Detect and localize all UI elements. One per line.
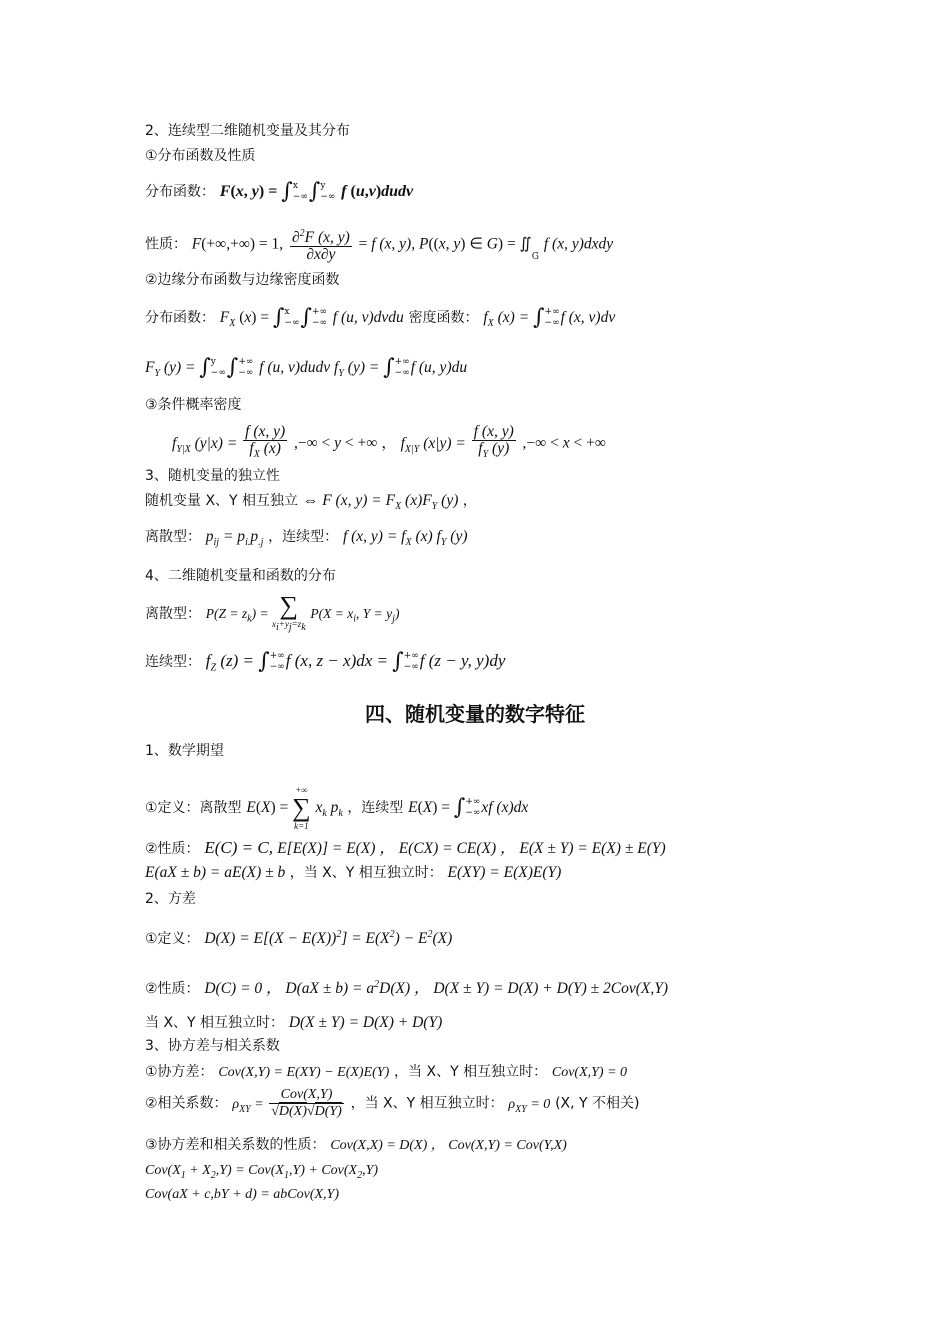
independence-text: 随机变量 X、Y 相互独立 xyxy=(145,493,299,509)
correlation-indep-label: ，当 X、Y 相互独立时： xyxy=(350,1095,504,1112)
sum-discrete-label: 离散型： xyxy=(145,605,201,622)
variance-prop-label: ②性质： xyxy=(145,981,200,998)
covariance-indep-label: ，当 X、Y 相互独立时： xyxy=(394,1064,548,1080)
covariance-label: ①协方差： xyxy=(145,1064,214,1080)
sum-continuous-label: 连续型： xyxy=(145,654,201,670)
continuous-label: ，连续型： xyxy=(268,529,339,545)
expectation-prop-label: ②性质： xyxy=(145,841,200,857)
formula-correlation: ②相关系数： $\rho_{XY}$ = $\frac{\text{Cov(X,Y)}}{√D(X)√D(Y)}$ ，当 X、Y 相互独立时： $\rho_{XY} = 0$ (X, Y 不相关) xyxy=(145,1087,640,1119)
formula-variance-indep: 当 X、Y 相互独立时： D(X ± Y) = D(X) + D(Y) xyxy=(145,1014,443,1031)
expectation-def-label: ①定义：离散型 xyxy=(145,800,242,816)
discrete-label: 离散型： xyxy=(145,529,201,545)
formula-cov-properties: ③协方差和相关系数的性质： Cov(X,X) = D(X) ， Cov(X,Y) = Cov(Y,X) xyxy=(145,1137,567,1153)
section-2-title: 2、连续型二维随机变量及其分布 xyxy=(145,123,350,139)
variance-title: 2、方差 xyxy=(145,891,196,907)
subsection-marginal: ②边缘分布函数与边缘密度函数 xyxy=(145,272,340,288)
correlation-label: ②相关系数： xyxy=(145,1095,228,1112)
formula-covariance: ①协方差： Cov(X,Y) = E(XY) − E(X)E(Y) ，当 X、Y 相互独立时： Cov(X,Y) = 0 xyxy=(145,1064,628,1080)
marginal-cdf-label: 分布函数： xyxy=(145,310,215,326)
variance-def-label: ①定义： xyxy=(145,931,200,948)
expectation-cont-label: ，连续型 xyxy=(347,800,404,816)
independence-definition: 随机变量 X、Y 相互独立 ⇔ F (x, $y) = F_X$ $(x)F_Y$ (y) ， xyxy=(145,492,477,513)
chapter-heading: 四、随机变量的数字特征 xyxy=(365,702,585,726)
variance-indep-label: 当 X、Y 相互独立时： xyxy=(145,1015,285,1031)
correlation-note: (X, Y 不相关) xyxy=(555,1095,640,1112)
formula-sum-discrete: 离散型： $P(Z = z_k)$ = ∑ $x_i+y_j=z_k$ $P(X = x_i$, $Y = y_j$) xyxy=(145,591,400,633)
section-4-title: 4、二维随机变量和函数的分布 xyxy=(145,568,336,584)
subsection-cdf-properties: ①分布函数及性质 xyxy=(145,148,256,164)
formula-cdf-properties: 性质： F(+∞,+∞) = 1, $\frac{\partial^2F (x, y)}{\partial x\partial y}$ = f (x, y), P((x, y) ∈ G) = ∬G f (x, y)dxdy xyxy=(145,228,614,264)
formula-sum-continuous: 连续型： $f_Z$ (z) = ∫+∞ −∞f (x, z − x)dx = ∫+∞ −∞f (z − y, y)dy xyxy=(145,649,506,674)
cov-prop-label: ③协方差和相关系数的性质： xyxy=(145,1137,326,1153)
formula-variance-properties: ②性质： D(C) = 0 ， $D(aX \pm b) = a^2D(X)$ ， D(X ± Y) = D(X) + D(Y) ± 2Cov(X,Y) xyxy=(145,979,669,998)
expectation-indep-label: ，当 X、Y 相互独立时： xyxy=(289,865,443,881)
section-3-title: 3、随机变量的独立性 xyxy=(145,468,280,484)
formula-expectation-definition: ①定义：离散型 E(X) = +∞ ∑ k=1 $x_k$ $p_k$ ，连续型 E(X) = ∫+∞ −∞xf (x)dx xyxy=(145,785,529,831)
properties-label: 性质： xyxy=(145,236,187,253)
formula-expectation-properties: ②性质： E(C) = C, E[E(X)] = E(X) ， E(CX) = CE(X) ， E(X ± Y) = E(X) ± E(Y) xyxy=(145,838,666,857)
formula-expectation-linear: E(aX ± b) = aE(X) ± b ，当 X、Y 相互独立时： E(XY) = E(X)E(Y) xyxy=(145,864,562,881)
formula-conditional-density: $f_{Y|X}$ (y|x) = $\frac{f (x, y)}{f_X (x)}$ ,−∞ < y < +∞ ， $f_{X|Y}$ (x|y) = $\frac{f (x, y)}{f_Y (y)}$ ,−∞ < x < +∞ xyxy=(172,423,606,461)
formula-cov-linear: Cov(aX + c,bY + d) = abCov(X,Y) xyxy=(145,1187,339,1202)
formula-marginal-y: $F_Y$ (y) = ∫y −∞∫+∞ −∞ f (u, v)dudv $f_Y$ (y) = ∫+∞ −∞f (u, y)du xyxy=(145,355,468,380)
formula-joint-cdf: 分布函数： F(x, y) = ∫x −∞∫y −∞ f (u,v)dudv xyxy=(145,179,414,204)
formula-variance-definition: ①定义： $D(X) = E[(X - E(X))^2] = E(X^2) - E^2(X)$ xyxy=(145,929,453,948)
covariance-title: 3、协方差与相关系数 xyxy=(145,1038,280,1054)
cdf-label: 分布函数： xyxy=(145,184,215,200)
independence-types: 离散型： $p_{ij} = p_{i.}p_{.j}$ ，连续型： f (x, $y) = f_X$ (x) $f_Y$ (y) xyxy=(145,528,468,549)
expectation-title: 1、数学期望 xyxy=(145,743,224,759)
subsection-conditional: ③条件概率密度 xyxy=(145,397,242,413)
formula-cov-additive: $Cov(X_1 + X_2,Y) = Cov(X_1,Y) + Cov(X_2,Y)$ xyxy=(145,1163,379,1181)
marginal-pdf-label: 密度函数： xyxy=(408,310,479,326)
formula-marginal-x: 分布函数： $F_X$ (x) = ∫x −∞∫+∞ −∞ f (u, v)dvdu 密度函数： $f_X$ (x) = ∫+∞ −∞f (x, v)dv xyxy=(145,305,616,330)
